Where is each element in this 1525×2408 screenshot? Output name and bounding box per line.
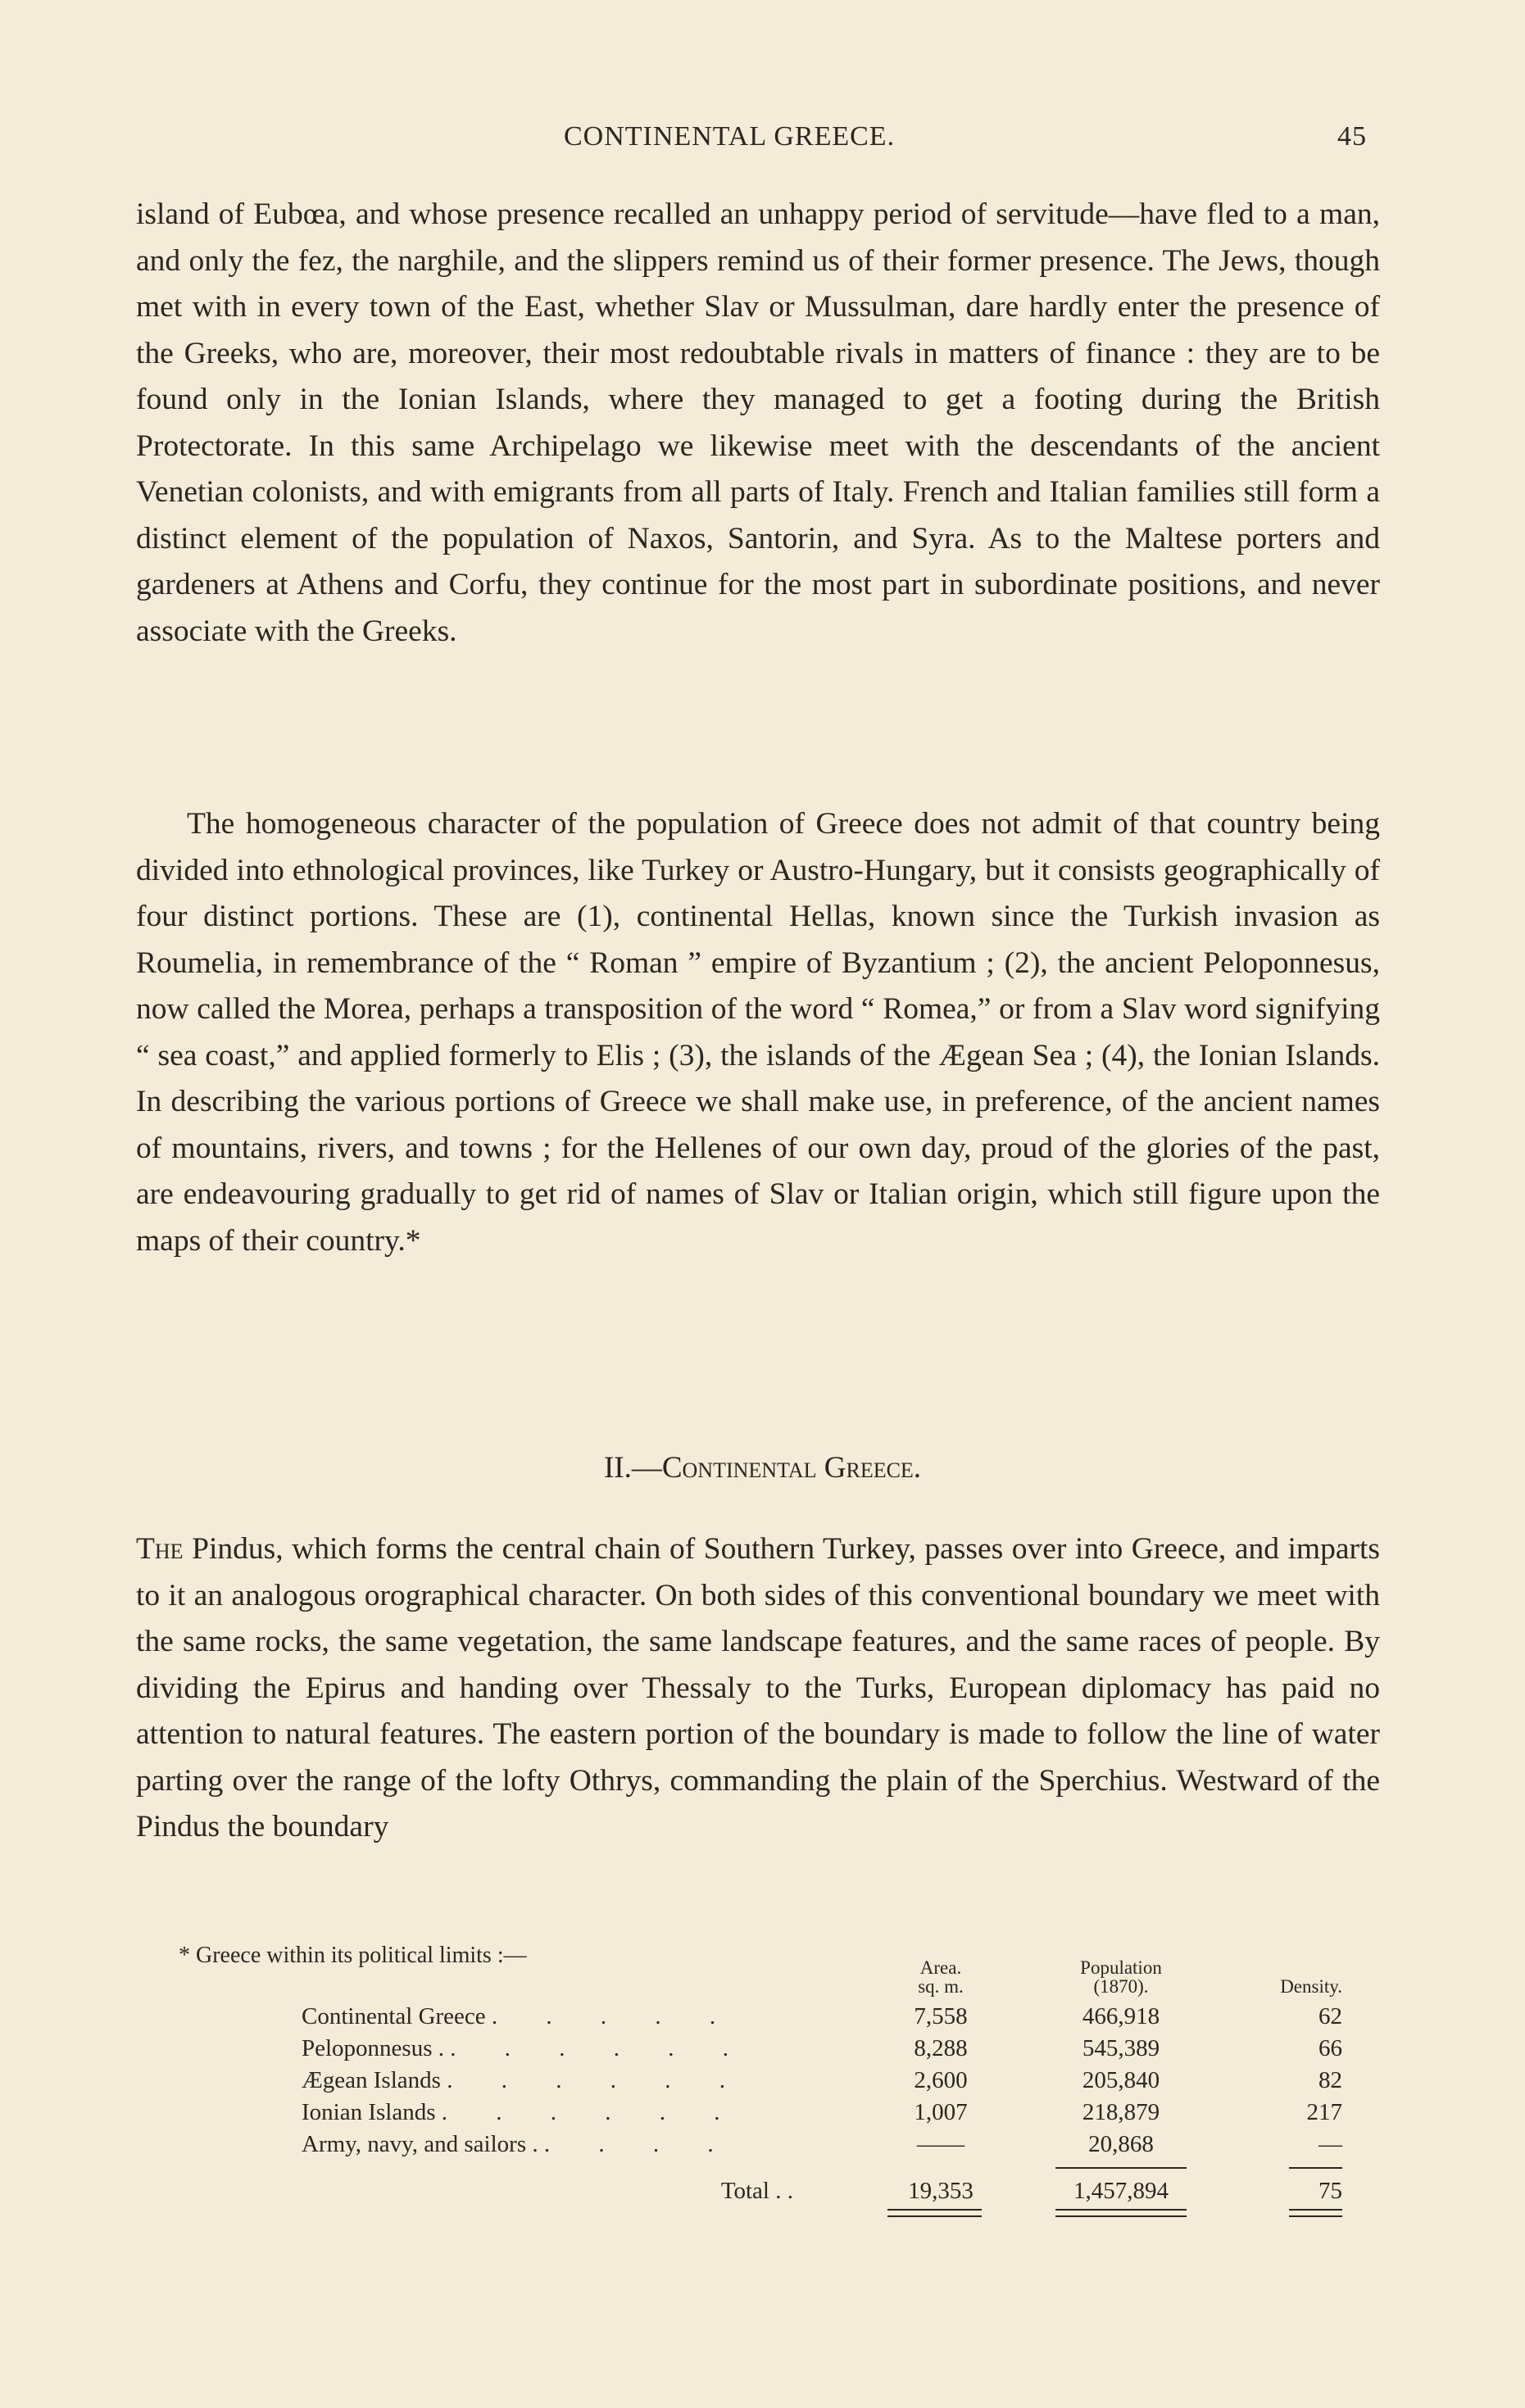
density-cell: 82 [1318,2067,1342,2093]
double-rule [887,2209,982,2217]
population-cell: 218,879 [1082,2099,1160,2125]
footnote-intro: * Greece within its political limits :— [179,1943,527,1968]
region-name: Continental Greece [302,2003,486,2029]
header-area-label: Area. [919,1957,962,1978]
running-title: CONTINENTAL GREECE. [564,121,896,152]
sum-rule [1289,2167,1342,2169]
leader-dots: . . . . . . [441,2099,742,2125]
population-cell: 466,918 [1082,2003,1160,2029]
region-name: Peloponnesus . [302,2035,444,2061]
leader-dots: . . . . . . [450,2035,750,2061]
sum-rule-row [302,2161,1346,2175]
double-rule [1289,2209,1342,2217]
total-label: Total . . [720,2178,793,2204]
leader-dots: . . . . [543,2131,735,2157]
header-area [859,1958,1023,2001]
paragraph-1: island of Eubœa, and whose presence recalled an unhappy period of servitude—have fled to a man, and only the fez, the narghile, and the slippers remind us of their former presence. The Jews, though met with in every town of the East, whether Slav or Mussulman, dare hardly enter the presence of the Greeks, who are, moreover, their most redoubtable rivals in matters of finance : they are to be found only in the Ionian Islands, where they managed to get a footing during the British Protectorate. In this same Archipelago we likewise meet with the descendants of the ancient Venetian colonists, and with emigrants from all parts of Italy. French and Italian families still form a distinct element of the population of Naxos, Santorin, and Syra. As to the Maltese porters and gardeners at Athens and Corfu, they continue for the most part in subordinate positions, and never associate with the Greeks. [136,197,1380,648]
region-name: Ionian Islands [302,2099,436,2125]
population-cell: 545,389 [1082,2035,1160,2061]
header-population [1023,1958,1219,2001]
table-row [302,2001,1346,2033]
table-row [302,2129,1346,2161]
section-title: Continental Greece. [661,1451,922,1485]
sum-rule [1055,2167,1187,2169]
table-row [302,2033,1346,2065]
area-cell: —— [917,2131,964,2157]
section-heading [0,1450,1525,1485]
double-rule-row [302,2207,1346,2222]
total-row [302,2175,1346,2207]
leader-dots: . . . . . . [447,2067,747,2093]
paragraph-2: The homogeneous character of the population of Greece does not admit of that country being divided into ethnological provinces, like Turkey or Austro-Hungary, but it consists geographically of four distinct portions. These are (1), continental Hellas, known since the Turkish invasion as Roumelia, in remembrance of the “ Roman ” empire of Byzantium ; (2), the ancient Peloponnesus, now called the Morea, perhaps a transposition of the word “ Romea,” or from a Slav word signifying “ sea coast,” and applied formerly to Elis ; (3), the islands of the Ægean Sea ; (4), the Ionian Islands. In describing the various portions of Greece we shall make use, in preference, of the ancient names of mountains, rivers, and towns ; for the Hellenes of our own day, proud of the glories of the past, are endeavouring gradually to get rid of names of Slav or Italian origin, which still figure upon the maps of their country.* [136,807,1380,1258]
total-population: 1,457,894 [1073,2178,1169,2204]
leader-dots: . . . . . [491,2003,738,2029]
population-cell: 205,840 [1082,2067,1160,2093]
area-cell: 2,600 [914,2067,968,2093]
section-numeral: II.— [603,1451,662,1485]
header-population-label: Population [1080,1957,1162,1978]
header-area-unit: sq. m. [918,1976,964,1997]
table-row [302,2097,1346,2129]
total-area: 19,353 [908,2178,974,2204]
area-cell: 7,558 [914,2003,968,2029]
density-cell: 66 [1318,2035,1342,2061]
density-cell: 62 [1318,2003,1342,2029]
area-cell: 8,288 [914,2035,968,2061]
header-population-year: (1870). [1093,1976,1149,1997]
table-header-row [302,1958,1346,2001]
paragraph-3-lead: The [136,1532,184,1566]
density-cell: — [1318,2131,1342,2157]
paragraph-3-text: Pindus, which forms the central chain of Southern Turkey, passes over into Greece, and imparts to it an analogous orographical character. On both sides of this conventional boundary we meet with the same rocks, the same vegetation, the same landscape features, and the same races of people. By dividing the Epirus and handing over Thessaly to the Turks, European diplomacy has paid no attention to natural features. The eastern portion of the boundary is made to follow the line of water parting over the range of the lofty Othrys, commanding the plain of the Sperchius. Westward of the Pindus the boundary [136,1532,1380,1843]
double-rule [1055,2209,1187,2217]
running-head [0,121,1525,157]
header-blank [302,1958,859,2001]
population-table [302,1958,1346,2222]
table-row [302,2065,1346,2097]
header-density: Density. [1280,1976,1342,1997]
population-cell: 20,868 [1088,2131,1154,2157]
total-density: 75 [1318,2178,1342,2204]
density-cell: 217 [1306,2099,1342,2125]
paragraph-3 [136,1526,1380,1851]
page-number: 45 [1337,121,1367,152]
region-name: Ægean Islands [302,2067,441,2093]
region-name: Army, navy, and sailors . [302,2131,538,2157]
area-cell: 1,007 [914,2099,968,2125]
